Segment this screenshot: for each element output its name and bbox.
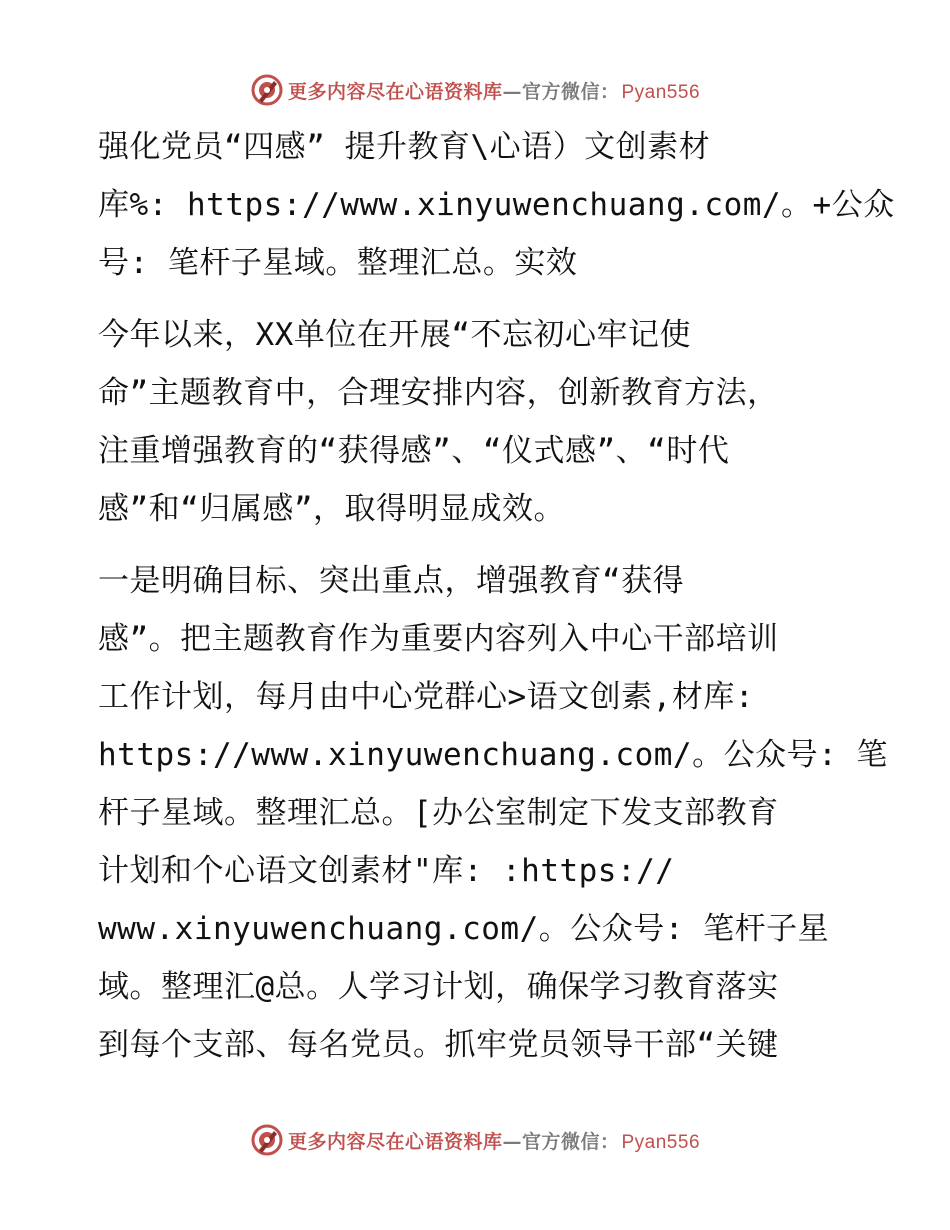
text-line: 到每个支部、每名党员。抓牢党员领导干部“关键 — [98, 1027, 779, 1063]
text-line: 今年以来，XX单位在开展“不忘初心牢记使 — [98, 317, 691, 353]
text-line: 号: 笔杆子星域。整理汇总。实效 — [98, 245, 578, 281]
text-line: 杆子星域。整理汇总。[办公室制定下发支部教育 — [98, 795, 779, 831]
paragraph-intro — [98, 306, 858, 538]
footer-watermark-banner — [0, 1120, 950, 1160]
banner-main-text: 更多内容尽在心语资料库 — [287, 1130, 503, 1153]
banner-main-text: 更多内容尽在心语资料库 — [287, 80, 503, 103]
paragraph-title — [98, 118, 895, 292]
banner-text — [288, 77, 700, 104]
text-line: 一是明确目标、突出重点，增强教育“获得 — [98, 563, 685, 599]
pen-logo-icon — [250, 1123, 284, 1157]
text-line: 库%: https://www.xinyuwenchuang.com/。+公众 — [98, 187, 895, 223]
text-line: 感”。把主题教育作为重要内容列入中心干部培训 — [98, 621, 779, 657]
banner-text — [288, 1127, 700, 1154]
text-line: 感”和“归属感”，取得明显成效。 — [98, 491, 565, 527]
text-line: 强化党员“四感” 提升教育\心语）文创素材 — [98, 129, 711, 165]
banner-sub-text: —官方微信： — [502, 80, 620, 103]
banner-wechat-id: Pyan556 — [621, 81, 701, 103]
text-line: www.xinyuwenchuang.com/。公众号: 笔杆子星 — [98, 911, 830, 947]
text-line: 域。整理汇@总。人学习计划，确保学习教育落实 — [98, 969, 779, 1005]
banner-wechat-id: Pyan556 — [621, 1131, 701, 1153]
text-line: 注重增强教育的“获得感”、“仪式感”、“时代 — [98, 433, 730, 469]
document-body — [98, 118, 895, 1074]
text-line: 计划和个心语文创素材"库: :https:// — [98, 853, 675, 889]
text-line: https://www.xinyuwenchuang.com/。公众号: 笔 — [98, 737, 888, 773]
pen-logo-icon — [250, 73, 284, 107]
header-watermark-banner — [0, 70, 950, 110]
text-line: 工作计划，每月由中心党群心>语文创素,材库: — [98, 679, 754, 715]
text-line: 命”主题教育中，合理安排内容，创新教育方法， — [98, 375, 779, 411]
banner-sub-text: —官方微信： — [502, 1130, 620, 1153]
paragraph-point-one — [98, 552, 888, 1074]
